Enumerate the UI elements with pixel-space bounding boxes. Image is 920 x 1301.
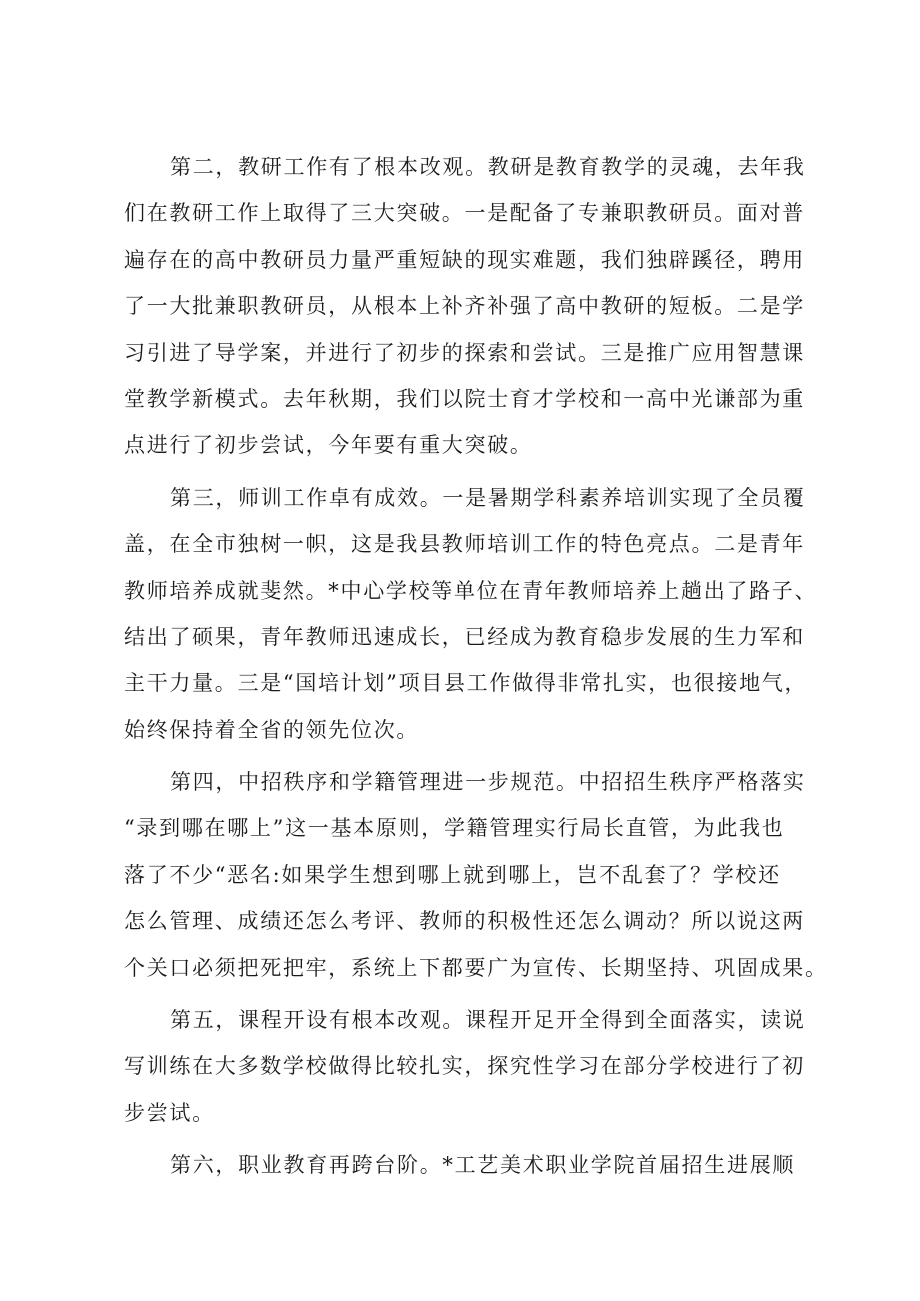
text-line: 堂教学新模式。去年秋期，我们以院士育才学校和一高中光谦部为重 [124,386,805,411]
text-line: 点进行了初步尝试，今年要有重大突破。 [124,433,533,458]
text-line: 落了不少“恶名:如果学生想到哪上就到哪上，岂不乱套了？学校还 [124,862,781,887]
text-line: 第四，中招秩序和学籍管理进一步规范。中招招生秩序严格落实 [170,770,806,795]
text-line: 遍存在的高中教研员力量严重短缺的现实难题，我们独辟蹊径，聘用 [124,247,805,272]
document-body [124,144,828,1195]
text-line: 习引进了导学案，并进行了初步的探索和尝试。三是推广应用智慧课 [124,340,805,365]
text-line: 始终保持着全省的领先位次。 [124,717,420,742]
text-line: 第六，职业教育再跨台阶。*工艺美术职业学院首届招生进展顺 [170,1153,796,1178]
text-line: 写训练在大多数学校做得比较扎实，探究性学习在部分学校进行了初 [124,1054,805,1079]
text-line: 了一大批兼职教研员，从根本上补齐补强了高中教研的短板。二是学 [124,294,805,319]
paragraph-teacher-training [124,475,818,753]
text-line: 盖，在全市独树一帜，这是我县教师培训工作的特色亮点。二是青年 [124,532,805,557]
text-line: 主干力量。三是“国培计划”项目县工作做得非常扎实，也很接地气， [124,671,808,696]
text-line: 步尝试。 [124,1100,215,1125]
text-line: 个关口必须把死把牢，系统上下都要广为宣传、长期坚持、巩固成果。 [124,955,828,980]
text-line: 教师培养成就斐然。*中心学校等单位在青年教师培养上趟出了路子、 [124,578,818,603]
paragraph-curriculum [124,997,814,1136]
text-line: “录到哪在哪上”这一基本原则，学籍管理实行局长直管，为此我也 [124,816,785,841]
text-line: 第五，课程开设有根本改观。课程开足开全得到全面落实，读说 [170,1008,806,1033]
paragraph-vocational-education [124,1142,814,1188]
text-line: 们在教研工作上取得了三大突破。一是配备了专兼职教研员。面对普 [124,201,805,226]
text-line: 第三，师训工作卓有成效。一是暑期学科素养培训实现了全员覆 [170,485,806,510]
text-line: 怎么管理、成绩还怎么考评、教师的积极性还怎么调动？所以说这两 [124,909,805,934]
paragraph-teaching-research [124,144,814,469]
text-line: 结出了硕果，青年教师迅速成长，已经成为教育稳步发展的生力军和 [124,624,805,649]
text-line: 第二，教研工作有了根本改观。教研是教育教学的灵魂，去年我 [170,155,806,179]
paragraph-enrollment-management [124,759,828,991]
